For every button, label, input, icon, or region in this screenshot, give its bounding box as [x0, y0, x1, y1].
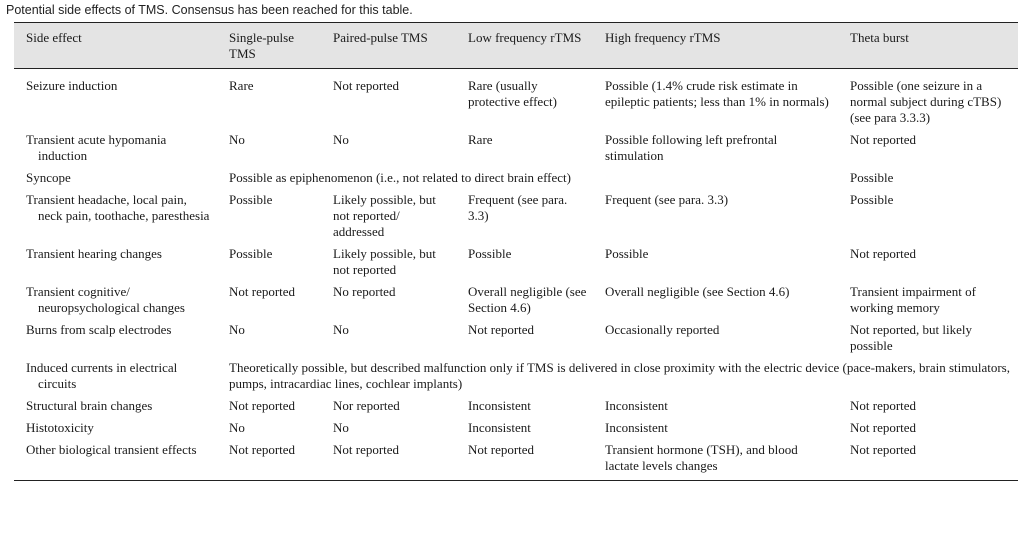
high-frequency-cell: Occasionally reported: [605, 322, 720, 337]
single-pulse-cell: No: [229, 132, 245, 147]
table-row: [14, 167, 1018, 189]
theta-burst-cell: Possible: [850, 192, 894, 207]
side-effect-cell: Burns from scalp electrodes: [26, 322, 172, 337]
header-paired-pulse: Paired-pulse TMS: [321, 23, 456, 69]
theta-burst-cell: Possible (one seizure in a normal subject during cTBS) (see para 3.3.3): [850, 78, 1002, 125]
table-row: [14, 129, 1018, 167]
side-effect-cell: Structural brain changes: [26, 398, 153, 413]
high-frequency-cell: Possible following left prefrontal stimulation: [605, 132, 778, 163]
paired-pulse-cell: No: [333, 132, 349, 147]
header-row: [14, 23, 1018, 69]
table-row: [14, 417, 1018, 439]
side-effect-cell: Transient headache, local pain, neck pain, toothache, paresthesia: [26, 192, 210, 223]
paired-pulse-cell: No reported: [333, 284, 396, 299]
side-effects-table-container: [14, 22, 1018, 481]
paired-pulse-cell: No: [333, 322, 349, 337]
table-row: [14, 357, 1018, 395]
low-frequency-cell: Not reported: [468, 322, 535, 337]
theta-burst-cell: Possible: [850, 170, 894, 185]
table-body: [14, 69, 1018, 481]
table-row: [14, 189, 1018, 243]
theta-burst-cell: Not reported: [850, 246, 917, 261]
theta-burst-cell: Not reported: [838, 439, 1018, 481]
table-row: [14, 395, 1018, 417]
high-frequency-cell: Frequent (see para. 3.3): [605, 192, 729, 207]
single-pulse-cell: No: [229, 420, 245, 435]
high-frequency-cell: Inconsistent: [605, 398, 668, 413]
merged-cell: Theoretically possible, but described malfunction only if TMS is delivered in close proximity with the electric device (pace-makers, brain stimulators, pumps, intracardiac lines, cochlear implants): [229, 360, 1010, 391]
header-theta-burst: Theta burst: [838, 23, 1018, 69]
single-pulse-cell: Not reported: [229, 398, 296, 413]
side-effect-cell: Syncope: [26, 170, 71, 185]
single-pulse-cell: Not reported: [217, 439, 321, 481]
header-high-frequency: High frequency rTMS: [593, 23, 838, 69]
theta-burst-cell: Not reported, but likely possible: [850, 322, 973, 353]
low-frequency-cell: Frequent (see para. 3.3): [468, 192, 568, 223]
single-pulse-cell: Possible: [229, 192, 273, 207]
side-effect-cell: Transient acute hypomania induction: [26, 132, 167, 163]
single-pulse-cell: No: [229, 322, 245, 337]
theta-burst-cell: Not reported: [850, 398, 917, 413]
high-frequency-cell: Inconsistent: [605, 420, 668, 435]
side-effect-cell: Other biological transient effects: [14, 439, 217, 481]
paired-pulse-cell: No: [333, 420, 349, 435]
high-frequency-cell: Possible: [605, 246, 649, 261]
low-frequency-cell: Overall negligible (see Section 4.6): [468, 284, 587, 315]
low-frequency-cell: Not reported: [456, 439, 593, 481]
high-frequency-cell: Transient hormone (TSH), and blood lactate levels changes: [593, 439, 838, 481]
table-row: [14, 319, 1018, 357]
low-frequency-cell: Inconsistent: [468, 420, 531, 435]
single-pulse-cell: Not reported: [229, 284, 296, 299]
table-row: [14, 69, 1018, 130]
side-effect-cell: Transient hearing changes: [26, 246, 162, 261]
paired-pulse-cell: Nor reported: [333, 398, 400, 413]
header-low-frequency: Low frequency rTMS: [456, 23, 593, 69]
high-frequency-cell: Possible (1.4% crude risk estimate in epileptic patients; less than 1% in normals): [605, 78, 829, 109]
table-caption: Potential side effects of TMS. Consensus has been reached for this table.: [6, 3, 413, 17]
table-row: [14, 281, 1018, 319]
paired-pulse-cell: Likely possible, but not reported: [333, 246, 436, 277]
side-effect-cell: Induced currents in electrical circuits: [26, 360, 178, 391]
table-row: [14, 243, 1018, 281]
low-frequency-cell: Possible: [468, 246, 512, 261]
theta-burst-cell: Not reported: [850, 132, 917, 147]
theta-burst-cell: Transient impairment of working memory: [850, 284, 976, 315]
paired-pulse-cell: Likely possible, but not reported/ addressed: [333, 192, 436, 239]
theta-burst-cell: Not reported: [850, 420, 917, 435]
table-row: [14, 439, 1018, 481]
single-pulse-cell: Rare: [229, 78, 254, 93]
paired-pulse-cell: Not reported: [333, 78, 400, 93]
merged-cell: Possible as epiphenomenon (i.e., not related to direct brain effect): [229, 170, 571, 185]
side-effect-cell: Histotoxicity: [26, 420, 94, 435]
low-frequency-cell: Rare (usually protective effect): [468, 78, 557, 109]
side-effect-cell: Transient cognitive/ neuropsychological changes: [26, 284, 185, 315]
single-pulse-cell: Possible: [229, 246, 273, 261]
table-header: [14, 23, 1018, 69]
side-effects-table: [14, 22, 1018, 481]
paired-pulse-cell: Not reported: [321, 439, 456, 481]
high-frequency-cell: Overall negligible (see Section 4.6): [605, 284, 790, 299]
low-frequency-cell: Rare: [468, 132, 493, 147]
header-single-pulse: Single-pulse TMS: [217, 23, 321, 69]
side-effect-cell: Seizure induction: [26, 78, 118, 93]
low-frequency-cell: Inconsistent: [468, 398, 531, 413]
header-side-effect: Side effect: [14, 23, 217, 69]
